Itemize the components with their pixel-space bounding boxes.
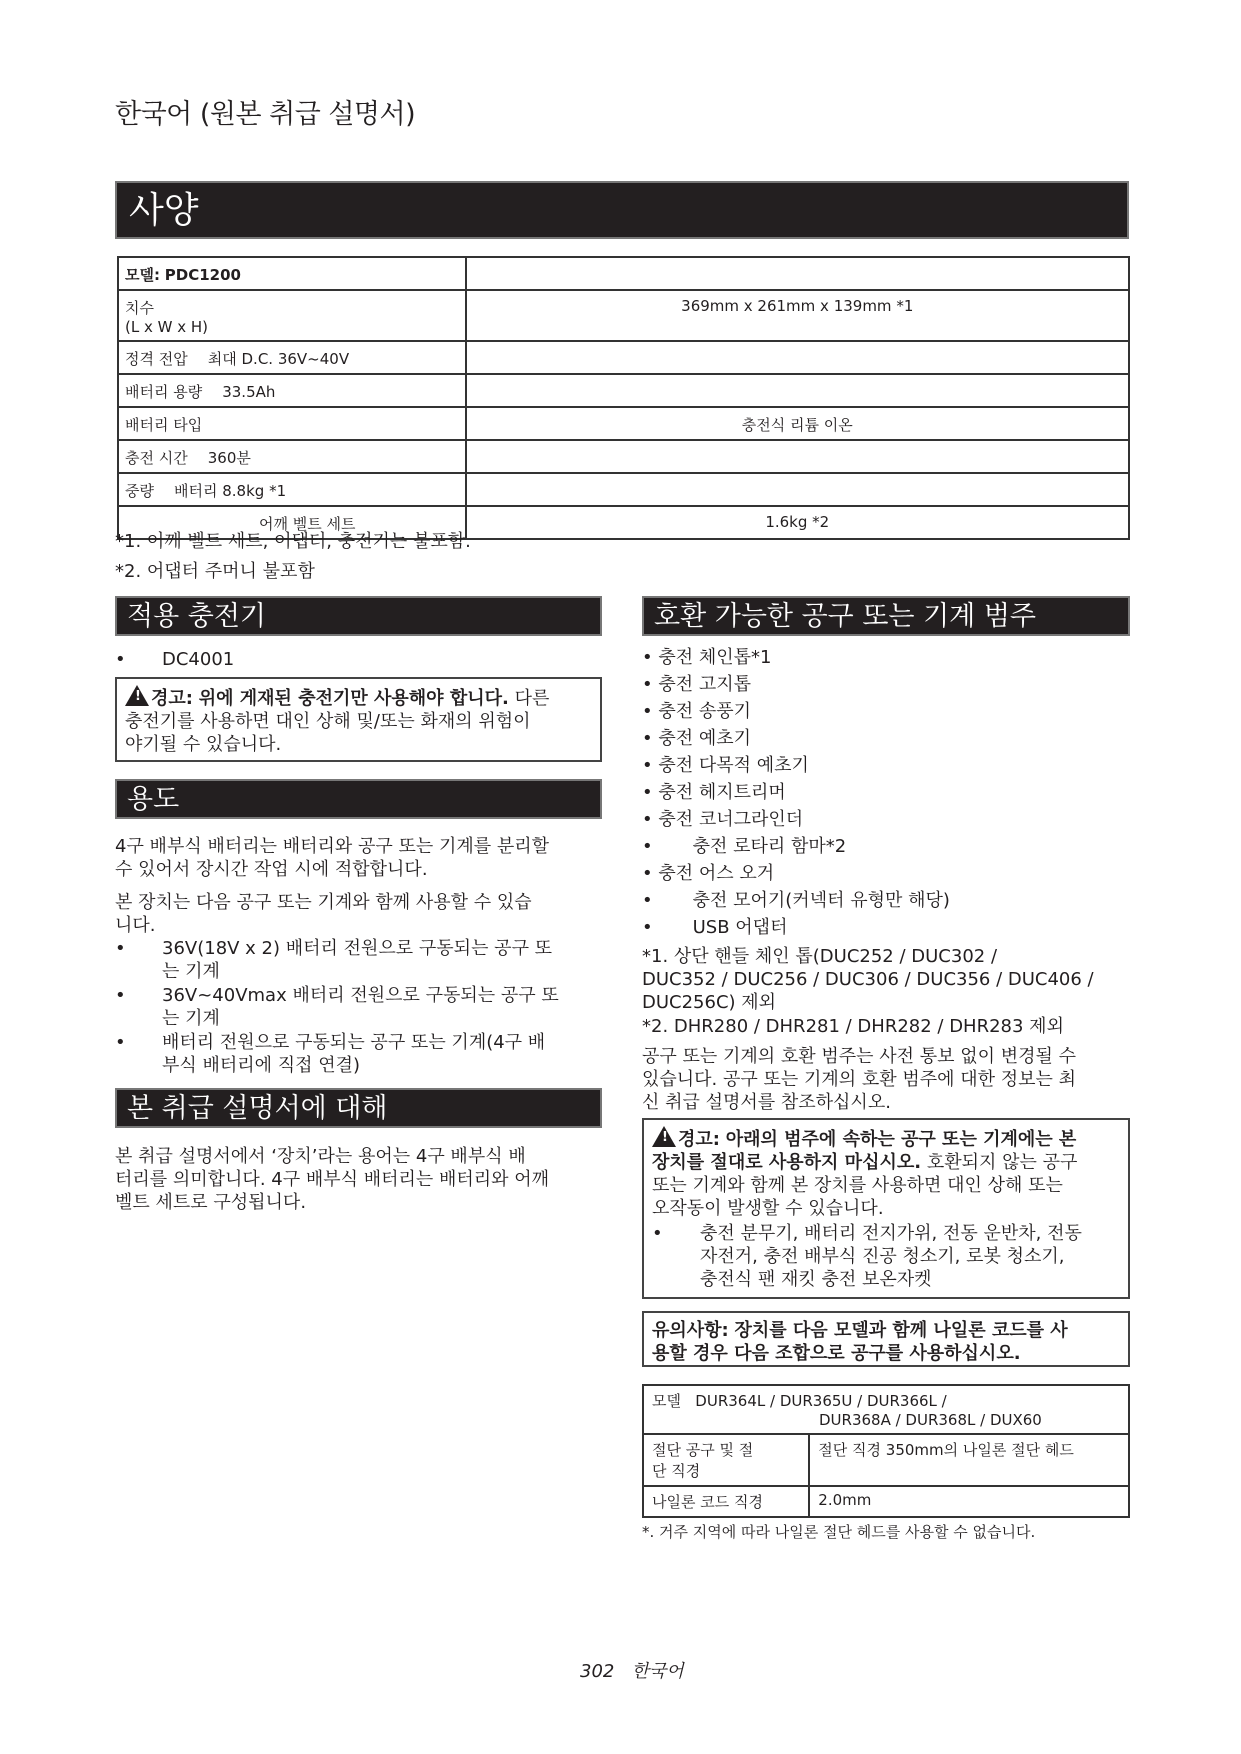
charger-warning-text3: 야기될 수 있습니다. — [125, 734, 282, 755]
spec-voltage-label: 정격 전압 — [125, 350, 188, 368]
charger-warning-text2: 충전기를 사용하면 대인 상해 및/또는 화재의 위험이 — [125, 711, 531, 732]
spec-row-capacity — [118, 374, 1129, 407]
list-item: • 충전 헤지트리머 — [642, 782, 786, 803]
compat-note-2: *2. DHR280 / DHR281 / DHR282 / DHR283 제외 — [642, 1016, 1064, 1037]
compat-warning-text2: 호환되지 않는 공구 — [926, 1152, 1078, 1173]
spec-capacity-value: 33.5Ah — [222, 383, 276, 401]
compat-warning-label: 경고: — [678, 1129, 720, 1150]
footer-language: 한국어 — [631, 1661, 684, 1682]
usage-paragraph-1 — [115, 835, 549, 881]
spec-model-value: PDC1200 — [164, 266, 241, 284]
usage-bullet-2-line1: 36V~40Vmax 배터리 전원으로 구동되는 공구 또 — [162, 985, 559, 1006]
manual-line2: 터리를 의미합니다. 4구 배부식 배터리는 배터리와 어깨 — [115, 1169, 550, 1190]
spec-voltage-sub: 최대 — [207, 350, 237, 368]
charger-section-title: 적용 충전기 — [115, 596, 602, 636]
charger-warning-box — [115, 677, 602, 762]
spec-row-model — [118, 257, 1129, 290]
compat-warning-text3: 또는 기계와 함께 본 장치를 사용하면 대인 상해 또는 — [652, 1175, 1063, 1196]
list-item: • 충전 다목적 예초기 — [642, 755, 809, 776]
compat-warning-bullet-line2: 자전거, 충전 배부식 진공 청소기, 로봇 청소기, — [700, 1246, 1065, 1267]
spec-model-cell — [118, 257, 466, 290]
spec-weight-belt-label: 어깨 벨트 세트 — [118, 506, 466, 539]
spec-row-voltage — [118, 341, 1129, 374]
cord-model-value1: DUR364L / DUR365U / DUR366L / — [695, 1392, 947, 1410]
compat-notice-box — [642, 1311, 1130, 1367]
compat-notice-bold2: 용할 경우 다음 조합으로 공구를 사용하십시오. — [652, 1343, 1021, 1364]
manual-section-title: 본 취급 설명서에 대해 — [115, 1088, 602, 1128]
cord-model-label: 모델 — [652, 1392, 681, 1410]
charger-warning-bold: 위에 게재된 충전기만 사용해야 합니다. — [198, 688, 509, 709]
warning-icon: ! — [125, 685, 149, 706]
cord-diameter-label: 나일론 코드 직경 — [643, 1486, 809, 1517]
spec-footnote-2: *2. 어댑터 주머니 불포함 — [115, 561, 315, 582]
usage-bullet-2-line2: 는 기계 — [162, 1008, 220, 1029]
usage-bullet-3-line1: 배터리 전원으로 구동되는 공구 또는 기계(4구 배 — [162, 1032, 546, 1053]
usage-bullet-1-line1: 36V(18V x 2) 배터리 전원으로 구동되는 공구 또 — [162, 938, 553, 959]
cord-table — [642, 1384, 1130, 1518]
charger-item-label: DC4001 — [162, 649, 235, 670]
cord-cutting-value: 절단 직경 350mm의 나일론 절단 헤드 — [809, 1434, 1129, 1486]
cord-diameter-value: 2.0mm — [809, 1486, 1129, 1517]
list-item: • 충전 체인톱*1 — [642, 647, 772, 668]
cord-model-value2: DUR368A / DUR368L / DUX60 — [819, 1411, 1042, 1429]
page-footer — [580, 1657, 684, 1683]
compat-warning-bullet-line3: 충전식 팬 재킷 충전 보온자켓 — [700, 1269, 932, 1290]
compat-paragraph — [642, 1045, 1076, 1114]
spec-row-type — [118, 407, 1129, 440]
list-item: • 충전 고지톱 — [642, 674, 752, 695]
cord-row-cutting — [643, 1434, 1129, 1486]
cord-cutting-label2: 단 직경 — [652, 1462, 701, 1480]
manual-line1: 본 취급 설명서에서 ‘장치’라는 용어는 4구 배부식 배 — [115, 1146, 526, 1167]
compat-para-line1: 공구 또는 기계의 호환 범주는 사전 통보 없이 변경될 수 — [642, 1046, 1077, 1067]
usage-p1-line1: 4구 배부식 배터리는 배터리와 공구 또는 기계를 분리할 — [115, 836, 550, 857]
cord-cutting-label1: 절단 공구 및 절 — [652, 1441, 754, 1459]
cord-row-model — [643, 1385, 1129, 1434]
list-item: • USB 어댑터 — [642, 917, 788, 938]
compat-section-title: 호환 가능한 공구 또는 기계 범주 — [642, 596, 1130, 636]
usage-p2-line2: 니다. — [115, 915, 156, 936]
spec-dims-sub: (L x W x H) — [125, 318, 208, 336]
compat-warning-text4: 오작동이 발생할 수 있습니다. — [652, 1198, 884, 1219]
spec-weight-battery-value: 8.8kg *1 — [222, 482, 287, 500]
spec-weight-label: 중량 — [125, 482, 154, 500]
list-item: • 충전 송풍기 — [642, 701, 752, 722]
spec-charge-value: 360분 — [207, 449, 251, 467]
spec-section-title: 사양 — [115, 181, 1129, 239]
compat-notice-label: 유의사항: — [652, 1320, 729, 1341]
charger-warning-text1: 다른 — [514, 688, 550, 709]
usage-bullet-3-line2: 부식 배터리에 직접 연결) — [162, 1055, 361, 1076]
spec-dims-label: 치수 — [125, 299, 154, 317]
spec-capacity-label: 배터리 용량 — [125, 383, 203, 401]
manual-paragraph — [115, 1145, 549, 1214]
manual-line3: 벨트 세트로 구성됩니다. — [115, 1192, 307, 1213]
compat-list — [642, 644, 1122, 941]
spec-table — [117, 256, 1130, 540]
spec-row-dimensions — [118, 290, 1129, 341]
spec-model-label: 모델: — [125, 266, 160, 284]
spec-type-label: 배터리 타입 — [118, 407, 466, 440]
page-heading: 한국어 (원본 취급 설명서) — [115, 99, 416, 130]
compat-para-line2: 있습니다. 공구 또는 기계의 호환 범주에 대한 정보는 최 — [642, 1069, 1077, 1090]
warning-icon: ! — [652, 1126, 676, 1147]
compat-note-1 — [642, 945, 1132, 1014]
list-item: • 충전 모어기(커넥터 유형만 해당) — [642, 890, 950, 911]
compat-warning-bullet: • 충전 분무기, 배터리 전지가위, 전동 운반차, 전동 자전거, 충전 배부식 진공 청소기, 로봇 청소기, 충전식 팬 재킷 충전 보온자켓 — [652, 1222, 1120, 1291]
spec-type-value: 충전식 리튬 이온 — [466, 407, 1129, 440]
compat-note1-line2: DUC352 / DUC256 / DUC306 / DUC356 / DUC406 / — [642, 969, 1094, 990]
charger-warning-label: 경고: — [151, 688, 193, 709]
cord-row-diameter — [643, 1486, 1129, 1517]
list-item: • 충전 코너그라인더 — [642, 809, 804, 830]
spec-dims-value: 369mm x 261mm x 139mm *1 — [466, 290, 1129, 341]
spec-weight-battery-label: 배터리 — [173, 482, 218, 500]
list-item: • 충전 예초기 — [642, 728, 752, 749]
spec-row-weight-battery — [118, 473, 1129, 506]
spec-footnote-1: *1. 어깨 벨트 세트, 어댑터, 충전기는 불포함. — [115, 531, 471, 552]
usage-section-title: 용도 — [115, 779, 602, 819]
usage-bullet-1-line2: 는 기계 — [162, 961, 220, 982]
compat-warning-box — [642, 1118, 1130, 1299]
list-item: • 충전 어스 오거 — [642, 863, 775, 884]
compat-warning-bullet-line1: 충전 분무기, 배터리 전지가위, 전동 운반차, 전동 — [700, 1223, 1082, 1244]
spec-weight-belt-value: 1.6kg *2 — [466, 506, 1129, 539]
usage-paragraph-2 — [115, 891, 532, 937]
page-number: 302 — [580, 1661, 615, 1682]
compat-warning-bold1: 아래의 범주에 속하는 공구 또는 기계에는 본 — [725, 1129, 1077, 1150]
list-item: • 충전 로타리 함마*2 — [642, 836, 847, 857]
compat-note1-line1: *1. 상단 핸들 체인 톱(DUC252 / DUC302 / — [642, 946, 998, 967]
usage-p1-line2: 수 있어서 장시간 작업 시에 적합합니다. — [115, 859, 428, 880]
compat-notice-bold1: 장치를 다음 모델과 함께 나일론 코드를 사 — [734, 1320, 1068, 1341]
spec-charge-label: 충전 시간 — [125, 449, 188, 467]
usage-p2-line1: 본 장치는 다음 공구 또는 기계와 함께 사용할 수 있습 — [115, 892, 532, 913]
compat-note1-line3: DUC256C) 제외 — [642, 992, 777, 1013]
spec-row-charge — [118, 440, 1129, 473]
compat-para-line3: 신 취급 설명서를 참조하십시오. — [642, 1092, 891, 1113]
spec-voltage-value: D.C. 36V~40V — [241, 350, 350, 368]
compat-warning-bold2: 장치를 절대로 사용하지 마십시오. — [652, 1152, 922, 1173]
cord-footnote: *. 거주 지역에 따라 나일론 절단 헤드를 사용할 수 없습니다. — [642, 1523, 1036, 1541]
